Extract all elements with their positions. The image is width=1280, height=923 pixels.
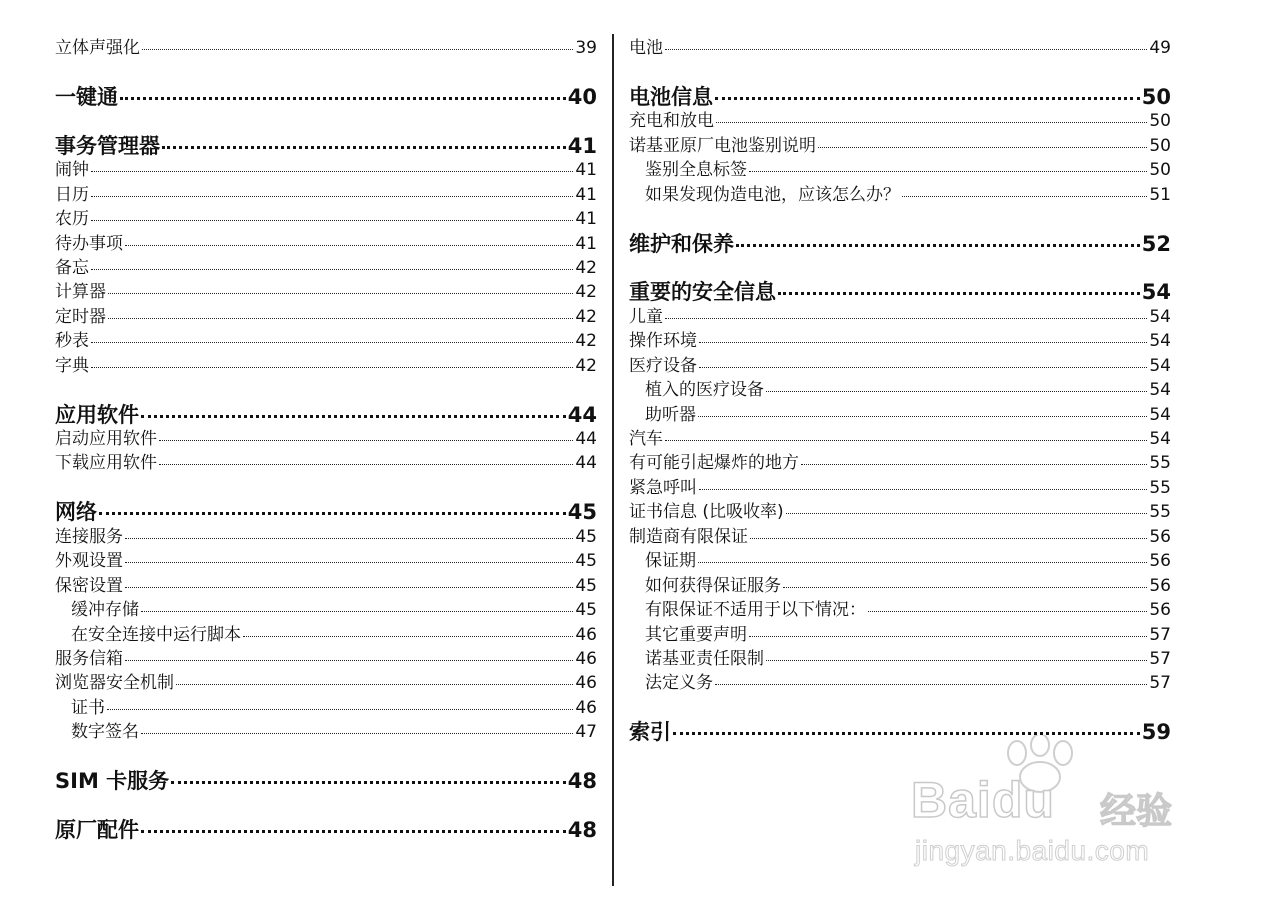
page-number: 49 <box>1149 38 1171 58</box>
entry-title: 一键通 <box>55 84 118 109</box>
page-number: 48 <box>567 818 597 842</box>
page-number: 45 <box>575 551 597 572</box>
toc-entry[interactable] <box>55 549 597 573</box>
toc-entry[interactable] <box>629 427 1171 451</box>
entry-title: 法定义务 <box>645 673 713 694</box>
toc-entry[interactable] <box>629 305 1171 329</box>
toc-entry[interactable] <box>55 354 597 378</box>
page-number: 57 <box>1149 624 1171 645</box>
entry-title: 制造商有限保证 <box>629 526 748 547</box>
page-number: 42 <box>575 282 597 303</box>
toc-entry[interactable] <box>629 598 1171 622</box>
dot-leader <box>698 562 1147 563</box>
dot-leader <box>665 49 1147 50</box>
page-number: 40 <box>567 84 597 109</box>
dot-leader <box>736 244 1140 247</box>
page-number: 42 <box>575 331 597 352</box>
page-number: 44 <box>575 453 597 474</box>
entry-title: 浏览器安全机制 <box>55 673 174 694</box>
toc-entry[interactable] <box>55 183 597 207</box>
dot-leader <box>698 416 1147 417</box>
toc-entry[interactable] <box>629 354 1171 378</box>
dot-leader <box>766 391 1147 392</box>
entry-title: 如何获得保证服务 <box>645 575 781 596</box>
dot-leader <box>171 781 566 784</box>
dot-leader <box>125 245 573 246</box>
page-number: 41 <box>575 184 597 205</box>
entry-title: 电池 <box>629 38 663 58</box>
entry-title: 秒表 <box>55 331 89 352</box>
toc-entry[interactable] <box>629 500 1171 524</box>
dot-leader <box>91 367 573 368</box>
page-number: 54 <box>1149 355 1171 376</box>
toc-heading[interactable] <box>55 134 597 158</box>
toc-entry[interactable] <box>55 158 597 182</box>
toc-entry[interactable] <box>55 525 597 549</box>
toc-entry[interactable] <box>55 720 597 744</box>
entry-title: 汽车 <box>629 429 663 449</box>
dot-leader <box>243 636 573 637</box>
dot-leader <box>716 122 1147 123</box>
entry-title: 索引 <box>629 720 671 745</box>
page-number: 56 <box>1149 526 1171 547</box>
toc-entry[interactable] <box>629 671 1171 695</box>
toc-entry[interactable] <box>629 378 1171 402</box>
entry-title: 事务管理器 <box>55 133 160 158</box>
dot-leader <box>141 415 566 418</box>
toc-entry[interactable] <box>55 427 597 451</box>
page-number: 39 <box>575 38 597 58</box>
watermark-url: jingyan.baidu.com <box>915 835 1150 866</box>
page-number: 55 <box>1149 453 1171 474</box>
toc-entry[interactable] <box>55 623 597 647</box>
page-number: 55 <box>1149 502 1171 523</box>
toc-entry[interactable] <box>629 109 1171 133</box>
entry-title: 立体声强化 <box>55 38 140 58</box>
page-number: 54 <box>1149 331 1171 352</box>
toc-entry[interactable] <box>55 232 597 256</box>
baidu-jingyan-watermark <box>905 735 1215 875</box>
dot-leader <box>91 269 573 270</box>
dot-leader <box>868 611 1147 612</box>
page-number: 48 <box>567 769 597 794</box>
dot-leader <box>107 709 573 710</box>
toc-entry[interactable] <box>629 329 1171 353</box>
dot-leader <box>99 512 566 515</box>
toc-entry[interactable] <box>55 598 597 622</box>
entry-title: 保密设置 <box>55 575 123 596</box>
dot-leader <box>801 464 1147 465</box>
entry-title: 重要的安全信息 <box>629 280 776 305</box>
dot-leader <box>766 660 1147 661</box>
page-number: 50 <box>1149 135 1171 156</box>
toc-heading[interactable] <box>55 500 597 524</box>
toc-entry[interactable] <box>629 36 1171 60</box>
toc-entry[interactable] <box>629 134 1171 158</box>
dot-leader <box>125 538 573 539</box>
page-number: 52 <box>1141 231 1171 256</box>
entry-title: 原厂配件 <box>55 818 139 842</box>
entry-title: 启动应用软件 <box>55 429 157 449</box>
entry-title: 鉴别全息标签 <box>645 160 747 181</box>
entry-title: 证书信息 (比吸收率) <box>629 502 784 523</box>
entry-title: 维护和保养 <box>629 231 734 256</box>
toc-entry[interactable] <box>629 549 1171 573</box>
page-number: 41 <box>575 233 597 254</box>
entry-title: 待办事项 <box>55 233 123 254</box>
toc-entry[interactable] <box>55 574 597 598</box>
entry-title: 闹钟 <box>55 160 89 181</box>
toc-entry[interactable] <box>629 525 1171 549</box>
toc-entry[interactable] <box>629 183 1171 207</box>
entry-title: 下载应用软件 <box>55 453 157 474</box>
page-number: 55 <box>1149 477 1171 498</box>
toc-entry[interactable] <box>55 280 597 304</box>
dot-leader <box>141 611 573 612</box>
dot-leader <box>749 636 1147 637</box>
entry-title: 如果发现伪造电池，应该怎么办？ <box>645 184 900 205</box>
toc-entry[interactable] <box>629 476 1171 500</box>
entry-title: 日历 <box>55 184 89 205</box>
entry-title: 充电和放电 <box>629 111 714 132</box>
page-number: 50 <box>1149 160 1171 181</box>
entry-title: 助听器 <box>645 404 696 425</box>
dot-leader <box>715 684 1147 685</box>
toc-heading[interactable] <box>55 85 597 109</box>
dot-leader <box>162 146 566 149</box>
page-number: 42 <box>575 306 597 327</box>
entry-title: 有限保证不适用于以下情况： <box>645 600 866 621</box>
watermark-logo: Baidu <box>911 772 1055 828</box>
entry-title: 医疗设备 <box>629 355 697 376</box>
entry-title: 计算器 <box>55 282 106 303</box>
page-number: 42 <box>575 257 597 278</box>
page-number: 41 <box>567 133 597 158</box>
page-number: 50 <box>1149 111 1171 132</box>
page-number: 45 <box>575 526 597 547</box>
toc-entry[interactable] <box>629 403 1171 427</box>
entry-title: 有可能引起爆炸的地方 <box>629 453 799 474</box>
entry-title: 植入的医疗设备 <box>645 380 764 401</box>
page-number: 44 <box>567 402 597 427</box>
entry-title: 操作环境 <box>629 331 697 352</box>
toc-entry[interactable] <box>55 329 597 353</box>
entry-title: 备忘 <box>55 257 89 278</box>
entry-title: 缓冲存储 <box>71 600 139 621</box>
page-number: 56 <box>1149 551 1171 572</box>
column-divider <box>612 34 614 886</box>
toc-entry[interactable] <box>55 451 597 475</box>
toc-entry[interactable] <box>55 671 597 695</box>
dot-leader <box>91 171 573 172</box>
toc-entry[interactable] <box>629 158 1171 182</box>
dot-leader <box>665 440 1147 441</box>
dot-leader <box>159 440 573 441</box>
toc-heading[interactable] <box>629 232 1171 256</box>
page-number: 54 <box>1149 380 1171 401</box>
toc-entry[interactable] <box>55 256 597 280</box>
dot-leader <box>125 587 573 588</box>
entry-title: 保证期 <box>645 551 696 572</box>
entry-title: 诺基亚原厂电池鉴别说明 <box>629 135 816 156</box>
entry-title: 网络 <box>55 500 97 525</box>
toc-heading[interactable] <box>629 280 1171 304</box>
page-number: 57 <box>1149 673 1171 694</box>
page-number: 45 <box>567 500 597 525</box>
dot-leader <box>125 562 573 563</box>
dot-leader <box>125 660 573 661</box>
entry-title: 数字签名 <box>71 722 139 743</box>
page-number: 54 <box>1149 404 1171 425</box>
entry-title: 儿童 <box>629 306 663 327</box>
dot-leader <box>159 464 573 465</box>
toc-entry[interactable] <box>629 574 1171 598</box>
toc-heading[interactable] <box>55 769 597 793</box>
dot-leader <box>715 97 1140 100</box>
page-number: 56 <box>1149 575 1171 596</box>
page-number: 54 <box>1149 306 1171 327</box>
toc-entry[interactable] <box>629 647 1171 671</box>
toc-entry[interactable] <box>55 207 597 231</box>
dot-leader <box>778 292 1140 295</box>
entry-title: 字典 <box>55 355 89 376</box>
entry-title: 在安全连接中运行脚本 <box>71 624 241 645</box>
dot-leader <box>91 342 573 343</box>
page-number: 46 <box>575 697 597 718</box>
page-number: 44 <box>575 429 597 449</box>
page-number: 45 <box>575 600 597 621</box>
page-number: 41 <box>575 160 597 181</box>
dot-leader <box>699 342 1147 343</box>
dot-leader <box>699 367 1147 368</box>
toc-entry[interactable] <box>55 696 597 720</box>
entry-title: 外观设置 <box>55 551 123 572</box>
page-number: 51 <box>1149 184 1171 205</box>
toc-right-column <box>629 36 1171 745</box>
page-number: 50 <box>1141 84 1171 109</box>
dot-leader <box>786 513 1148 514</box>
entry-title: 诺基亚责任限制 <box>645 648 764 669</box>
dot-leader <box>91 220 573 221</box>
entry-title: 电池信息 <box>629 84 713 109</box>
dot-leader <box>141 830 566 833</box>
toc-entry[interactable] <box>55 305 597 329</box>
page-number: 47 <box>575 722 597 743</box>
page-number: 59 <box>1141 720 1171 745</box>
page-number: 46 <box>575 673 597 694</box>
page-number: 45 <box>575 575 597 596</box>
dot-leader <box>120 97 566 100</box>
page-number: 41 <box>575 209 597 230</box>
toc-heading[interactable] <box>55 818 597 842</box>
entry-title: 定时器 <box>55 306 106 327</box>
toc-entry[interactable] <box>55 36 597 60</box>
dot-leader <box>818 147 1147 148</box>
toc-entry[interactable] <box>629 451 1171 475</box>
page-number: 46 <box>575 648 597 669</box>
entry-title: 服务信箱 <box>55 648 123 669</box>
entry-title: 其它重要声明 <box>645 624 747 645</box>
dot-leader <box>108 318 573 319</box>
page-number: 54 <box>1149 429 1171 449</box>
dot-leader <box>108 293 573 294</box>
toc-heading[interactable] <box>55 403 597 427</box>
dot-leader <box>91 196 573 197</box>
dot-leader <box>750 538 1147 539</box>
toc-entry[interactable] <box>55 647 597 671</box>
dot-leader <box>176 684 573 685</box>
dot-leader <box>141 733 573 734</box>
dot-leader <box>749 171 1147 172</box>
page-number: 42 <box>575 355 597 376</box>
entry-title: 证书 <box>71 697 105 718</box>
entry-title: 应用软件 <box>55 402 139 427</box>
toc-entry[interactable] <box>629 623 1171 647</box>
entry-title: 紧急呼叫 <box>629 477 697 498</box>
page-number: 56 <box>1149 600 1171 621</box>
toc-left-column <box>55 36 597 842</box>
dot-leader <box>783 587 1147 588</box>
page-number: 46 <box>575 624 597 645</box>
dot-leader <box>142 49 573 50</box>
entry-title: SIM 卡服务 <box>55 769 170 794</box>
page-number: 54 <box>1141 280 1171 305</box>
page-number: 57 <box>1149 648 1171 669</box>
dot-leader <box>699 489 1147 490</box>
watermark-brand: 经验 <box>1100 791 1173 832</box>
dot-leader <box>665 318 1147 319</box>
toc-heading[interactable] <box>629 85 1171 109</box>
entry-title: 农历 <box>55 209 89 230</box>
dot-leader <box>902 196 1147 197</box>
entry-title: 连接服务 <box>55 526 123 547</box>
